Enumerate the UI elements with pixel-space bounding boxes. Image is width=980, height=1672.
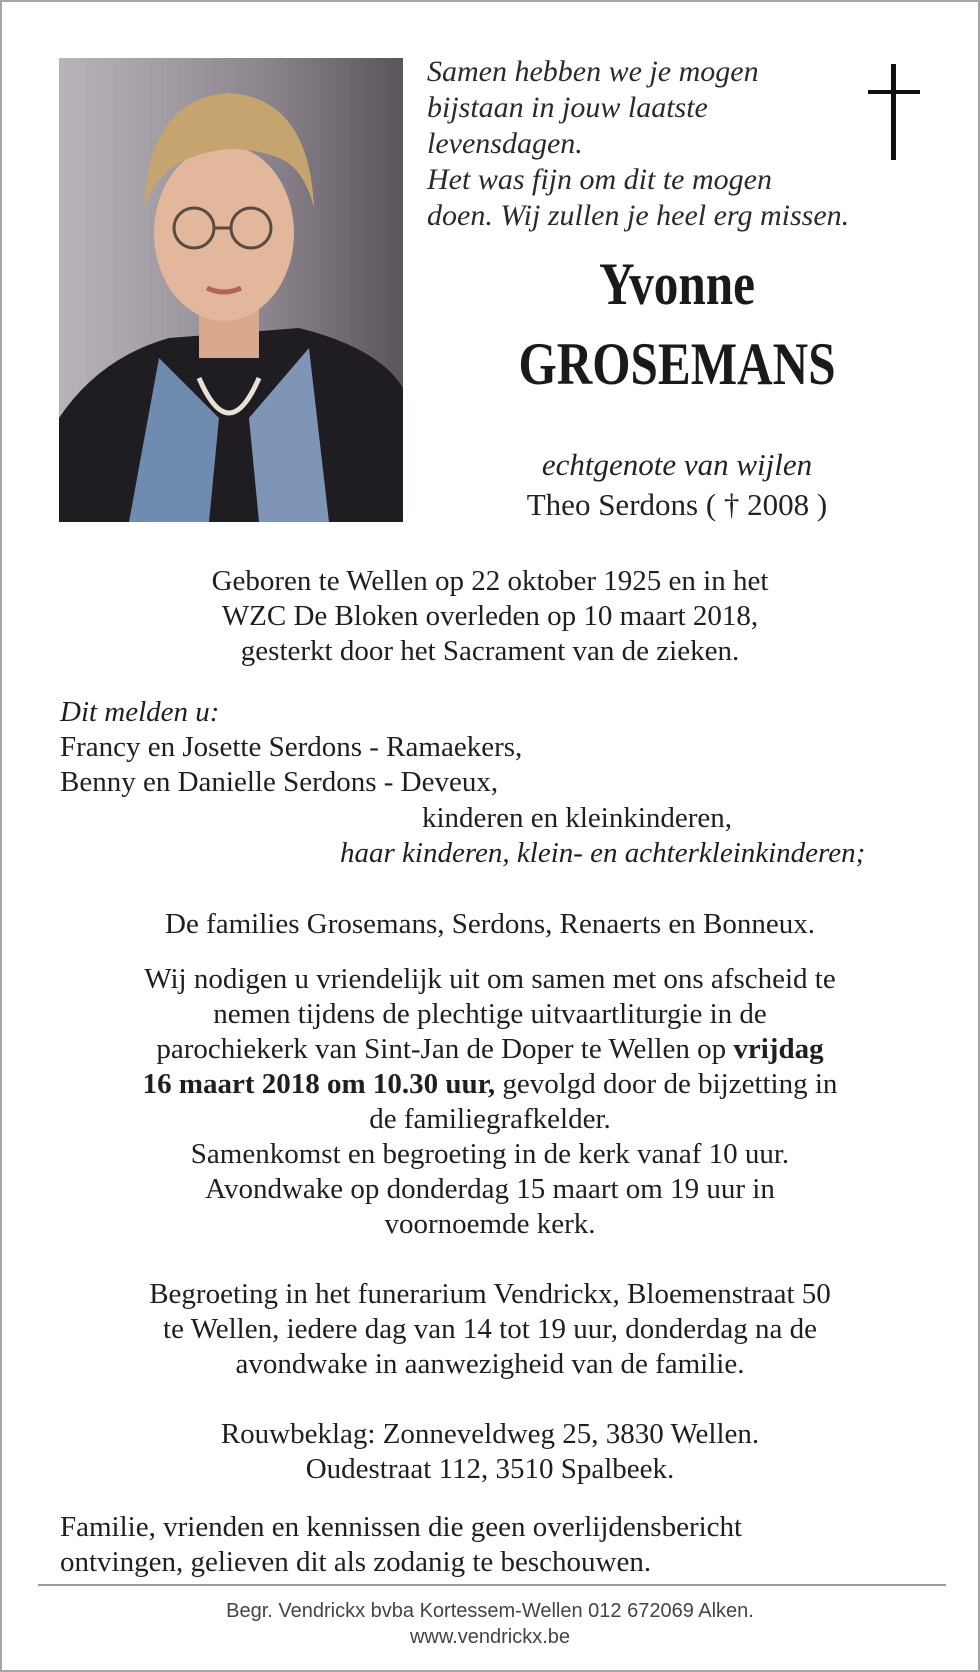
families-line [42,907,938,942]
spouse-name: Theo Serdons ( † 2008 ) [526,487,828,522]
text-line: Wij nodigen u vriendelijk uit om samen met ons afscheid te [144,963,836,995]
text-line: Rouwbeklag: Zonneveldweg 25, 3830 Wellen. [220,1418,760,1450]
text-line: de familiegrafkelder. [369,1103,611,1135]
memorial-quote [427,54,867,234]
text-line: WZC De Bloken overleden op 10 maart 2018, [221,600,759,632]
text-line: Avondwake op donderdag 15 maart om 19 uur in [205,1173,775,1205]
closing-line: Familie, vrienden en kennissen die geen overlijdensbericht [60,1511,743,1543]
deceased-first-name: Yvonne [599,251,755,317]
text-line: De families Grosemans, Serdons, Renaerts en Bonneux. [165,908,815,940]
text-span: gevolgd door de bijzetting in [495,1068,838,1100]
footer-funeral-home: Begr. Vendrickx bvba Kortessem-Wellen 012 672069 Alken. [226,1600,754,1622]
announcer-line: haar kinderen, klein- en achterkleinkinderen; [340,837,866,869]
funeral-day: vrijdag [733,1033,824,1065]
spouse-label: echtgenote van wijlen [541,447,813,482]
announcer-line: Benny en Danielle Serdons - Deveux, [60,766,499,798]
quote-line: Samen hebben we je mogen [427,55,759,88]
cross-icon [864,62,924,162]
text-line: te Wellen, iedere dag van 14 tot 19 uur, donderdag na de [163,1313,817,1345]
quote-line: Het was fijn om dit te mogen [427,163,772,196]
quote-line: levensdagen. [427,127,583,160]
text-line: avondwake in aanwezigheid van de familie. [235,1348,745,1380]
text-line: Begroeting in het funerarium Vendrickx, Bloemenstraat 50 [149,1278,831,1310]
divider [38,1584,946,1586]
quote-line: bijstaan in jouw laatste [427,91,708,124]
text-line: voornoemde kerk. [384,1208,596,1240]
text-span: parochiekerk van Sint-Jan de Doper te Wellen op [156,1033,734,1065]
text-line: gesterkt door het Sacrament van de zieken. [240,635,740,667]
text-line [42,1032,938,1067]
text-line: Samenkomst en begroeting in de kerk vanaf 10 uur. [190,1138,790,1170]
funeral-invitation [42,962,938,1242]
text-line: Geboren te Wellen op 22 oktober 1925 en in het [211,565,769,597]
funerarium-info [42,1277,938,1382]
quote-line: doen. Wij zullen je heel erg missen. [427,199,850,232]
text-line [42,1067,938,1102]
funeral-datetime: 16 maart 2018 om 10.30 uur, [142,1068,496,1100]
footer-website: www.vendrickx.be [409,1626,571,1648]
birth-death-info [42,564,938,669]
portrait-photo [59,58,403,522]
closing-line: ontvingen, gelieven dit als zodanig te beschouwen. [60,1546,652,1578]
announcer-line: kinderen en kleinkinderen, [422,802,733,834]
announcers-intro: Dit melden u: [60,696,220,728]
announcer-line: Francy en Josette Serdons - Ramaekers, [60,731,523,763]
condolence-addresses [42,1417,938,1487]
text-line: Oudestraat 112, 3510 Spalbeek. [305,1453,675,1485]
text-line: nemen tijdens de plechtige uitvaartliturgie in de [213,998,767,1030]
deceased-last-name: GROSEMANS [518,331,836,397]
